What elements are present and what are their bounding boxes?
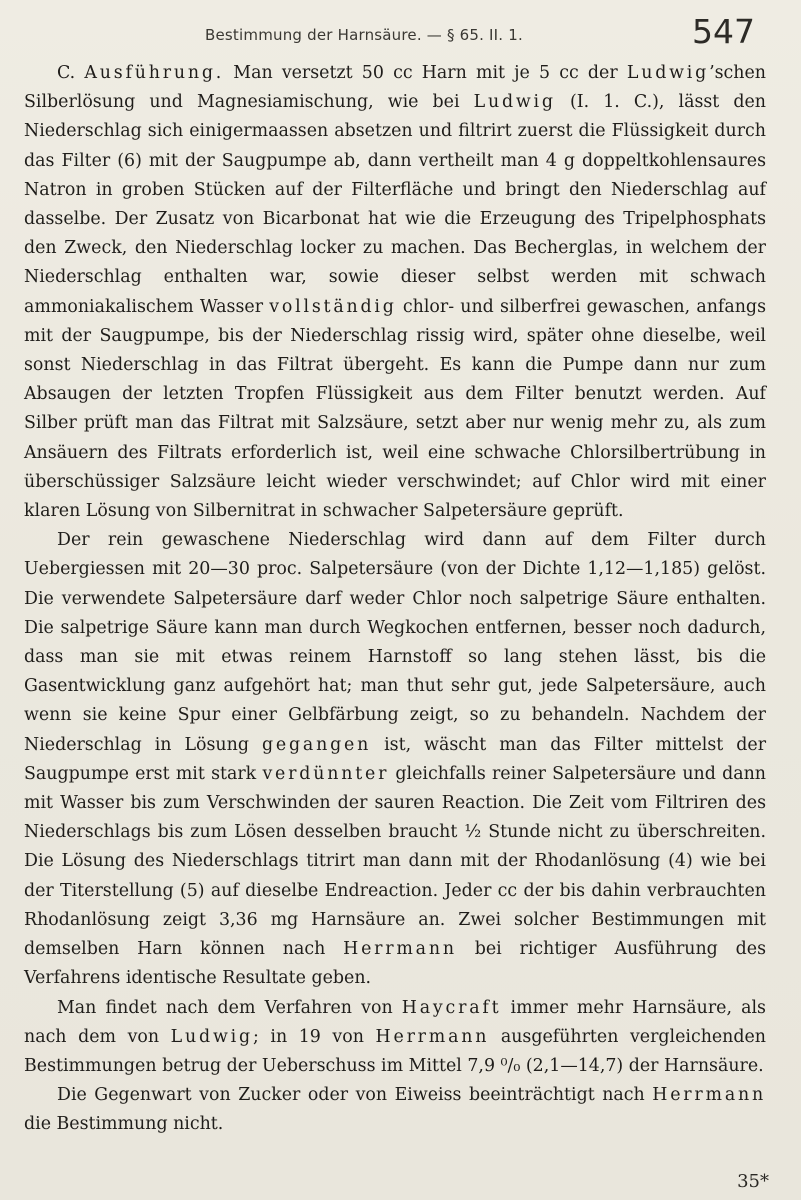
running-head: Bestimmung der Harnsäure. — § 65. II. 1. xyxy=(205,26,523,44)
text-run: Die Gegenwart von Zucker oder von Eiweiss beeinträchtigt nach xyxy=(57,1085,653,1106)
author-name: Haycraft xyxy=(401,997,502,1018)
spaced-term: Ausführung. xyxy=(84,63,225,83)
author-name: Herrmann xyxy=(343,939,457,960)
author-name: Herrmann xyxy=(375,1026,490,1047)
body-text xyxy=(24,59,766,1140)
paragraph-interference xyxy=(24,1081,766,1139)
text-run: ausgeführten vergleichenden Bestimmungen betrug der Ueberschuss im Mittel 7,9 ⁰/₀ (2,1—14,7) der Harnsäure. xyxy=(24,1026,767,1076)
text-run: ’schen Silberlösung und Magnesiamischung, wie bei xyxy=(24,63,766,113)
author-name: Ludwig xyxy=(473,92,556,113)
text-run: immer mehr Harnsäure, als nach dem von xyxy=(24,997,766,1047)
text-run: C. xyxy=(57,63,85,83)
paragraph-dissolution xyxy=(24,526,766,993)
text-run: die Bestimmung nicht. xyxy=(24,1114,224,1135)
signature-mark: 35* xyxy=(737,1171,769,1192)
fraction-half: ½ xyxy=(464,822,482,843)
author-name: Ludwig xyxy=(626,63,710,83)
paragraph-execution xyxy=(24,59,766,526)
paragraph-comparison xyxy=(24,994,766,1082)
emphasized-word: vollständig xyxy=(269,296,397,317)
text-run: Man findet nach dem Verfahren von xyxy=(57,997,402,1018)
author-name: Herrmann xyxy=(652,1085,766,1106)
spaced-word: gegangen xyxy=(261,734,372,755)
text-run: Man versetzt 50 cc Harn mit je 5 cc der xyxy=(224,63,627,83)
text-run: bei richtiger Ausführung des Verfahrens identische Resultate geben. xyxy=(24,939,766,989)
text-run: gleichfalls reiner Salpetersäure und dann mit Wasser bis zum Verschwinden der sauren Reaction. Die Zeit vom Filtriren des Niederschlags bis zum Lösen desselben braucht xyxy=(24,763,766,843)
author-name: Ludwig xyxy=(170,1026,253,1047)
text-run: Der rein gewaschene Niederschlag wird dann auf dem Filter durch Uebergiessen mit 20—30 proc. Salpetersäure (von der Dichte 1,12—1,185) gelöst. Die verwendete Salpetersäure darf weder Chlor noch salpetrige Säure enthalten. Die salpetrige Säure kann man durch Wegkochen entfernen, besser noch dadurch, dass man sie mit etwas reinem Harnstoff so lang stehen lässt, bis die Gasentwicklung ganz aufgehört hat; man thut sehr gut, jede Salpetersäure, auch wenn sie keine Spur einer Gelbfärbung zeigt, so zu behandeln. Nachdem der Niederschlag in Lösung xyxy=(24,530,766,755)
text-run: ist, wäscht man das Filter mittelst der Saugpumpe erst mit stark xyxy=(24,734,767,784)
text-run: ; in 19 von xyxy=(252,1026,376,1047)
text-run: Stunde nicht zu überschreiten. Die Lösung des Niederschlags titrirt man dann mit der Rhodanlösung (4) wie bei der Titerstellung (5) auf dieselbe Endreaction. Jeder cc der bis dahin verbrauchten Rhodanlösung zeigt 3,36 mg Harnsäure an. Zwei solcher Bestimmungen mit demselben Harn können nach xyxy=(24,822,766,960)
spaced-word: verdünnter xyxy=(262,763,390,784)
text-run: chlor- und silberfrei gewaschen, anfangs mit der Saugpumpe, bis der Niederschlag rissig wird, später ohne dieselbe, weil sonst Niederschlag in das Filtrat übergeht. Es kann die Pumpe dann nur zum Absaugen der letzten Tropfen Flüssigkeit aus dem Filter benutzt werden. Auf Silber prüft man das Filtrat mit Salzsäure, setzt aber nur wenig mehr zu, als zum Ansäuern des Filtrats erforderlich ist, weil eine schwache Chlorsilbertrübung in überschüssiger Salzsäure leicht wieder verschwindet; auf Chlor wird mit einer klaren Lösung von Silbernitrat in schwacher Salpetersäure geprüft. xyxy=(24,296,766,522)
text-run: (I. 1. C.), lässt den Niederschlag sich einigermaassen absetzen und filtrirt zuerst die Flüssigkeit durch das Filter (6) mit der Saugpumpe ab, dann vertheilt man 4 g doppeltkohlensaures Natron in groben Stücken auf der Filterfläche und bringt den Niederschlag auf dasselbe. Der Zusatz von Bicarbonat hat wie die Erzeugung des Tripelphosphats den Zweck, den Niederschlag locker zu machen. Das Becherglas, in welchem der Niederschlag enthalten war, sowie dieser selbst werden mit schwach ammoniakalischem Wasser xyxy=(24,92,766,317)
page-number: 547 xyxy=(692,12,755,51)
